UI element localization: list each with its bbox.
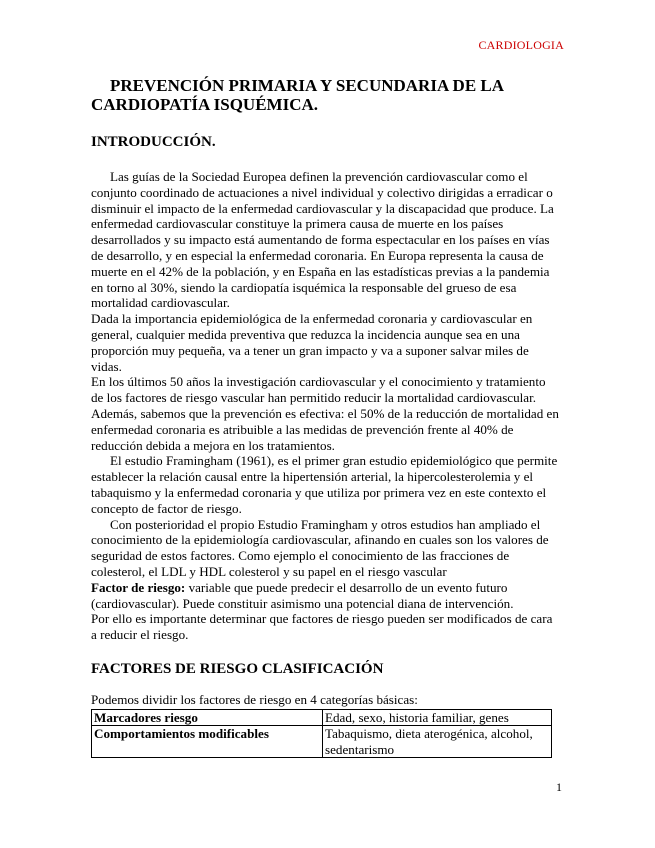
examples-cell: Edad, sexo, historia familiar, genes [323, 709, 552, 726]
intro-paragraph: Con posterioridad el propio Estudio Framingham y otros estudios han ampliado el conocimiento de la epidemiología cardiovascular, afinando en cuales son los valores de seguridad de estos factores. Como ejemplo el conocimiento de las fracciones de colesterol, el LDL y HDL colesterol y su papel en el riesgo vascular [91, 516, 549, 579]
category-cell: Comportamientos modificables [92, 726, 323, 758]
intro-paragraph: En los últimos 50 años la investigación cardiovascular y el conocimiento y tratamiento de los factores de riesgo vascular han permitido reducir la mortalidad cardiovascular. Además, sabemos que la prevención es efectiva: el 50% de la reducción de mortalidad en enfermedad coronaria es atribuible a las medidas de prevención frente al 40% de reducción debida a mejora en los tratamientos. [91, 374, 559, 453]
intro-heading: INTRODUCCIÓN. [91, 134, 216, 150]
intro-text [91, 169, 561, 643]
page-number: 1 [556, 780, 562, 794]
intro-paragraph: El estudio Framingham (1961), es el primer gran estudio epidemiológico que permite establecer la relación causal entre la hipertensión arterial, la hipercolesterolemia y el tabaquismo y la enfermedad coronaria y que utiliza por primera vez en este contexto el concepto de factor de riesgo. [91, 453, 558, 516]
document-title: PREVENCIÓN PRIMARIA Y SECUNDARIA DE LA CARDIOPATÍA ISQUÉMICA. [91, 76, 504, 114]
category-cell: Marcadores riesgo [92, 709, 323, 726]
document-body [91, 76, 561, 758]
definition-term: Factor de riesgo: [91, 579, 186, 595]
definition-text: variable que puede predecir el desarrollo de un evento futuro (cardiovascular). Puede constituir asimismo una potencial diana de intervención. [91, 579, 514, 611]
definition-paragraph [91, 580, 561, 612]
closing-paragraph: Por ello es importante determinar que factores de riesgo pueden ser modificados de cara a reducir el riesgo. [91, 611, 553, 643]
examples-cell: Tabaquismo, dieta aterogénica, alcohol, sedentarismo [323, 726, 552, 758]
table-row [92, 709, 552, 726]
table-row [92, 726, 552, 758]
section-header: CARDIOLOGIA [478, 38, 564, 52]
risk-factors-table [91, 709, 552, 759]
intro-paragraph: Las guías de la Sociedad Europea definen la prevención cardiovascular como el conjunto coordinado de actuaciones a nivel individual y colectivo dirigidas a erradicar o disminuir el impacto de la enfermedad cardiovascular y la discapacidad que produce. La enfermedad cardiovascular constituye la primera causa de muerte en los países desarrollados y su impacto está aumentando de forma espectacular en los países en vías de desarrollo, y en especial la enfermedad coronaria. En Europa representa la causa de muerte en el 42% de la población, y en España en las estadísticas previas a la pandemia en torno al 30%, siendo la cardiopatía isquémica la responsable del grueso de esa mortalidad cardiovascular. [91, 169, 554, 311]
factors-heading: FACTORES DE RIESGO CLASIFICACIÓN [91, 660, 384, 677]
factors-intro: Podemos dividir los factores de riesgo en 4 categorías básicas: [91, 691, 418, 707]
intro-paragraph: Dada la importancia epidemiológica de la enfermedad coronaria y cardiovascular en general, cualquier medida preventiva que reduzca la incidencia aunque sea en una proporción muy pequeña, va a tener un gran impacto y va a suponer salvar miles de vidas. [91, 311, 533, 374]
